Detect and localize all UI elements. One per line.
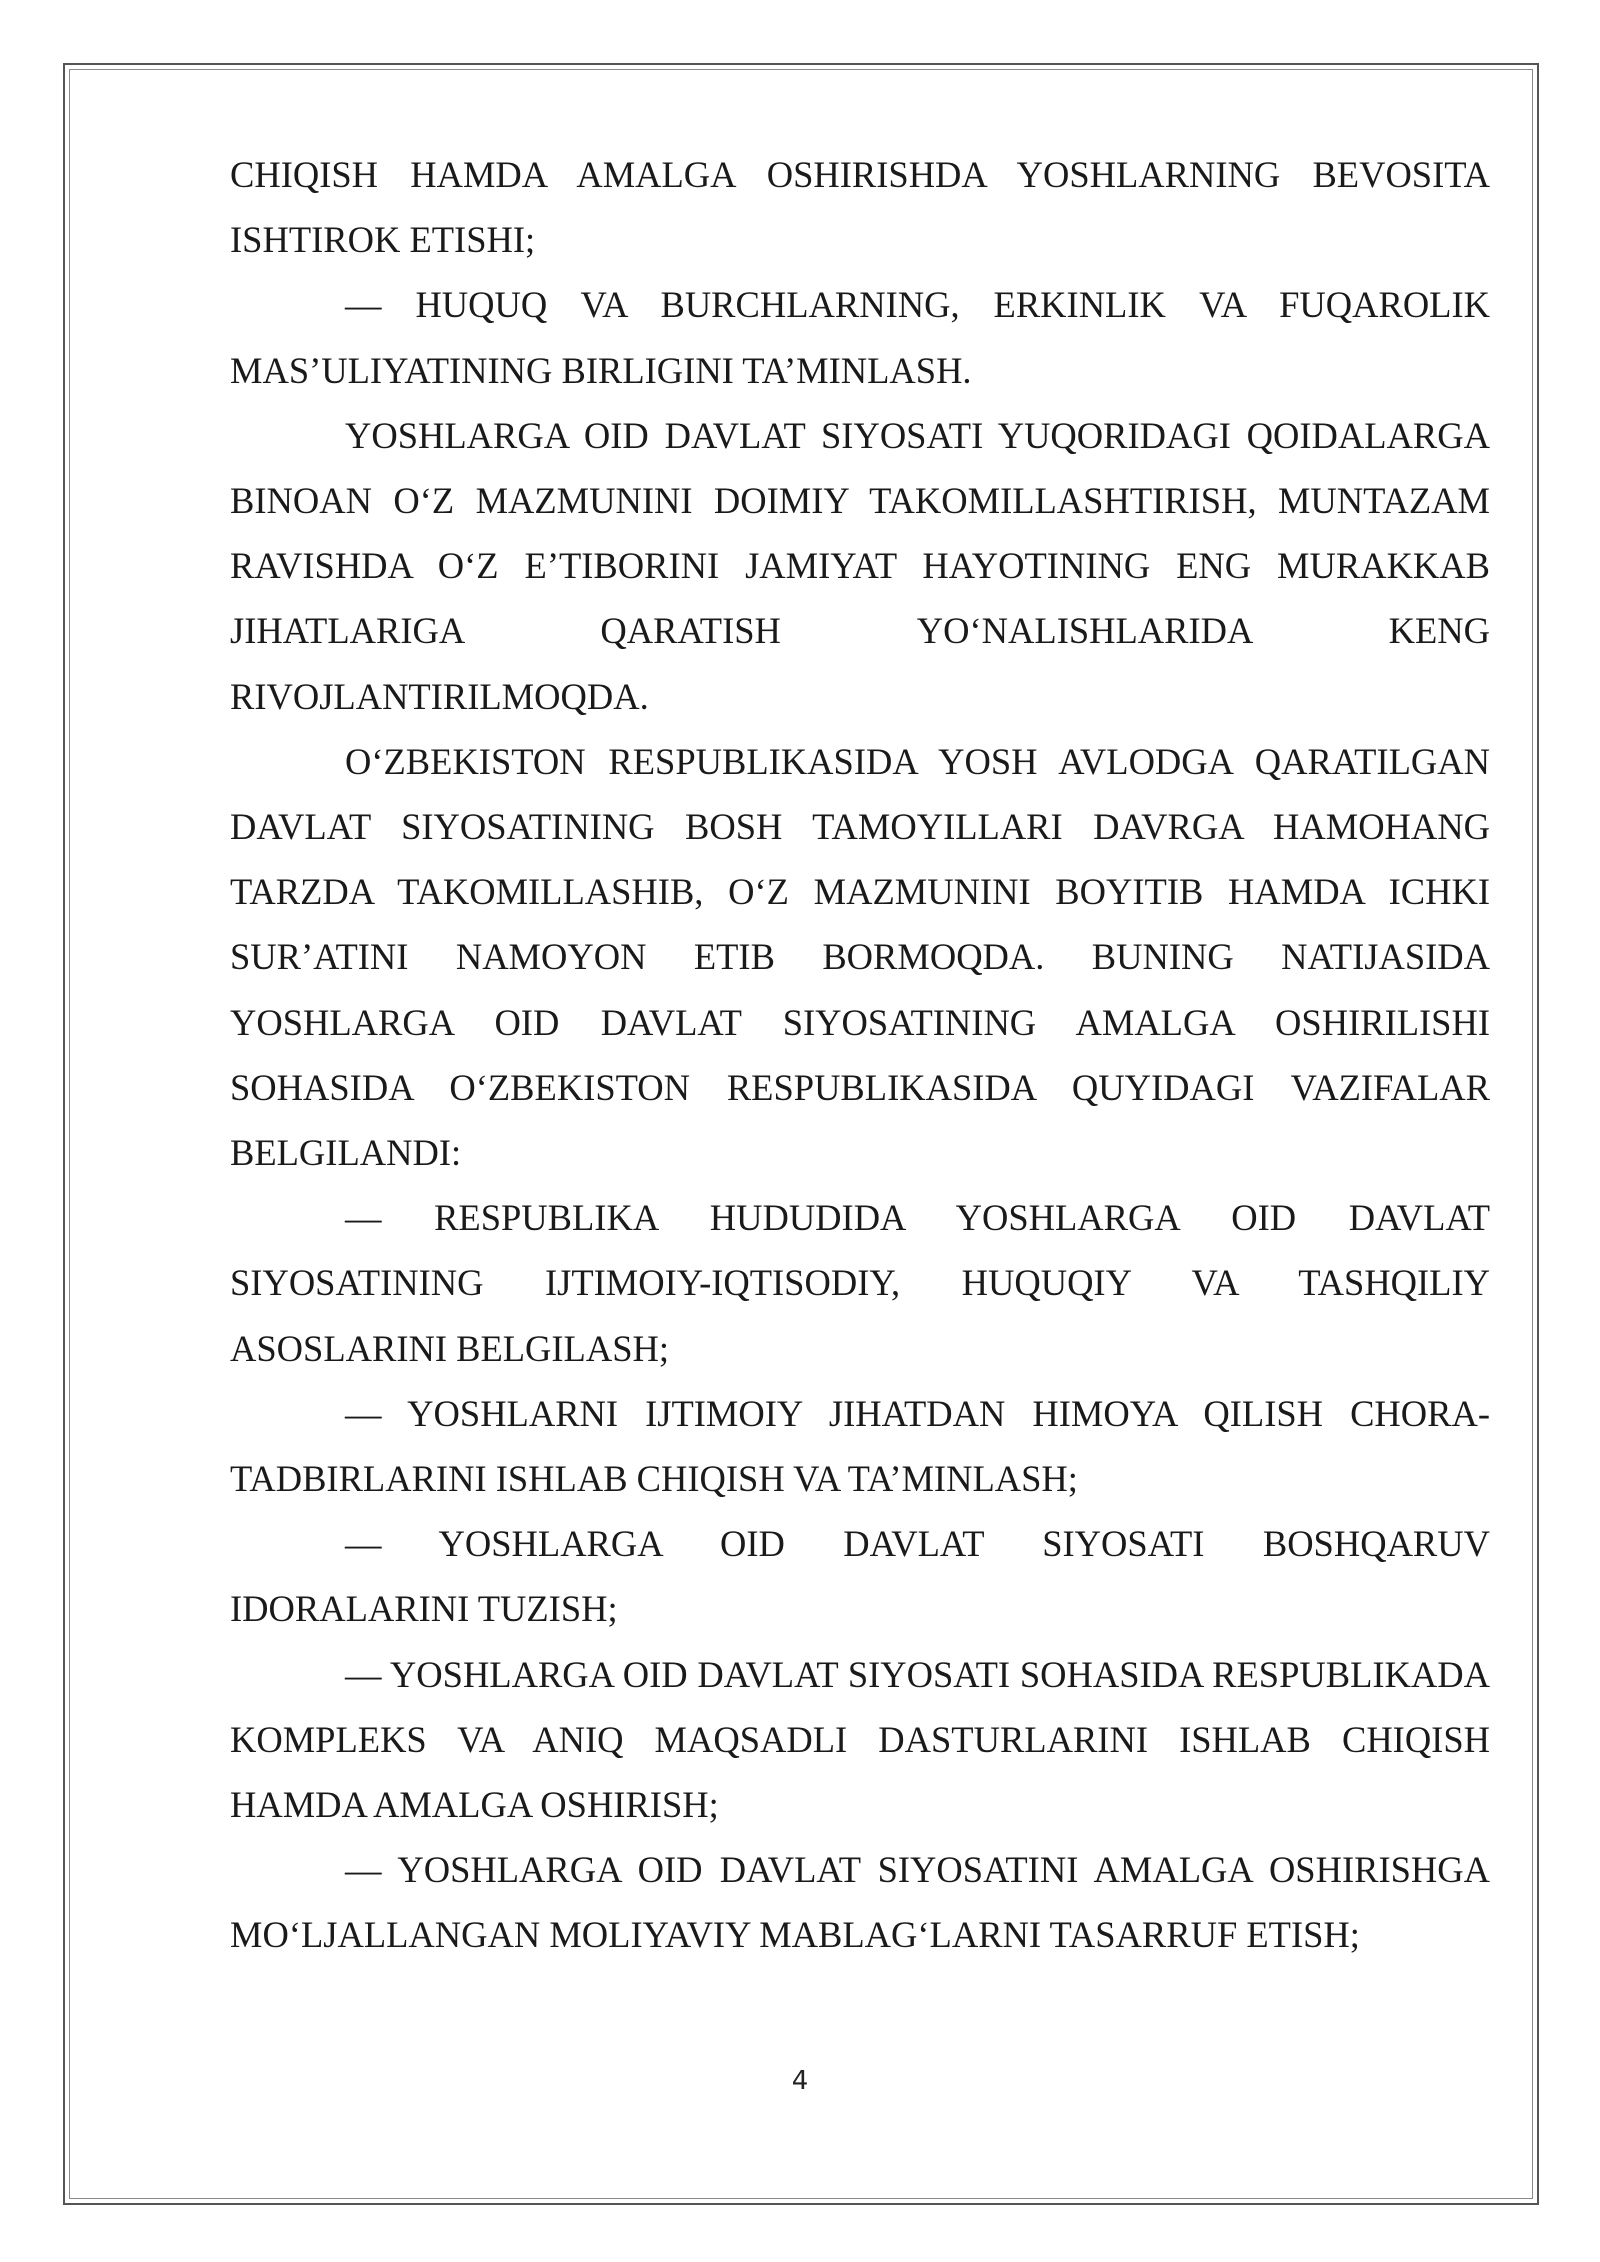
paragraph-6: — YOSHLARNI IJTIMOIY JIHATDAN HIMOYA QILISH CHORA-TADBIRLARINI ISHLAB CHIQISH VA TA’MINLASH; <box>230 1392 1490 1500</box>
paragraph-2: — HUQUQ VA BURCHLARNING, ERKINLIK VA FUQAROLIK MAS’ULIYATINING BIRLIGINI TA’MINLASH. <box>230 284 1490 391</box>
paragraph-7: — YOSHLARGA OID DAVLAT SIYOSATI BOSHQARUV IDORALARINI TUZISH; <box>230 1523 1490 1630</box>
paragraph-9: — YOSHLARGA OID DAVLAT SIYOSATINI AMALGA OSHIRISHGA MO‘LJALLANGAN MOLIYAVIY MABLAG‘LARNI TASARRUF ETISH; <box>230 1849 1490 1956</box>
document-body <box>230 142 1490 1968</box>
page-number: 4 <box>791 2066 809 2096</box>
paragraph-1: CHIQISH HAMDA AMALGA OSHIRISHDA YOSHLARNING BEVOSITA ISHTIROK ETISHI; <box>230 154 1490 261</box>
paragraph-8: — YOSHLARGA OID DAVLAT SIYOSATI SOHASIDA RESPUBLIKADA KOMPLEKS VA ANIQ MAQSADLI DASTURLARINI ISHLAB CHIQISH HAMDA AMALGA OSHIRISH; <box>230 1653 1490 1826</box>
paragraph-5: — RESPUBLIKA HUDUDIDA YOSHLARGA OID DAVLAT SIYOSATINING IJTIMOIY-IQTISODIY, HUQUQIY VA TASHQILIY ASOSLARINI BELGILASH; <box>230 1197 1490 1369</box>
paragraph-3: YOSHLARGA OID DAVLAT SIYOSATI YUQORIDAGI QOIDALARGA BINOAN O‘Z MAZMUNINI DOIMIY TAKOMILLASHTIRISH, MUNTAZAM RAVISHDA O‘Z E’TIBORINI JAMIYAT HAYOTINING ENG MURAKKAB JIHATLARIGA QARATISH YO‘NALISHLARIDA KENG RIVOJLANTIRILMOQDA. <box>230 414 1490 717</box>
paragraph-4: O‘ZBEKISTON RESPUBLIKASIDA YOSH AVLODGA QARATILGAN DAVLAT SIYOSATINING BOSH TAMOYILLARI DAVRGA HAMOHANG TARZDA TAKOMILLASHIB, O‘Z MAZMUNINI BOYITIB HAMDA ICHKI SUR’ATINI NAMOYON ETIB BORMOQDA. BUNING NATIJASIDA YOSHLARGA OID DAVLAT SIYOSATINING AMALGA OSHIRILISHI SOHASIDA O‘ZBEKISTON RESPUBLIKASIDA QUYIDAGI VAZIFALAR BELGILANDI: <box>230 740 1490 1174</box>
